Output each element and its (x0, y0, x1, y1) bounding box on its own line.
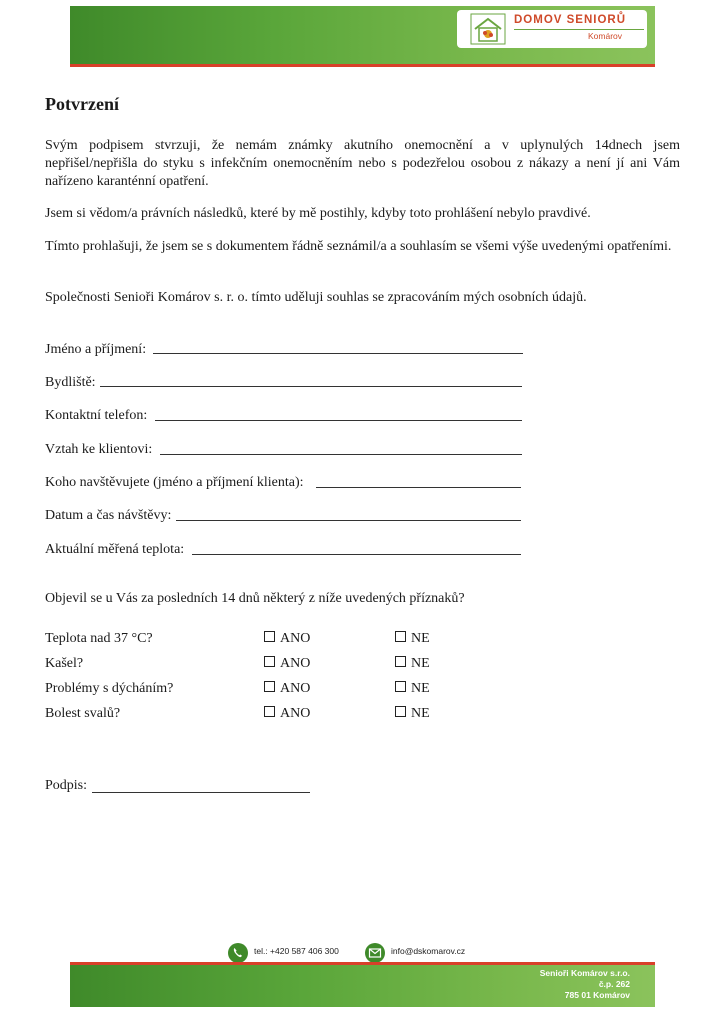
option-no[interactable] (395, 656, 430, 672)
option-no[interactable] (395, 681, 430, 697)
field-label-visit-datetime: Datum a čas návštěvy: (45, 508, 172, 523)
option-yes-label: ANO (280, 631, 311, 646)
field-line-relationship[interactable] (160, 454, 522, 455)
footer-street: č.p. 262 (598, 979, 630, 989)
symptom-label: Bolest svalů? (45, 706, 121, 721)
field-line-address[interactable] (100, 386, 522, 387)
footer-email: info@dskomarov.cz (391, 946, 466, 956)
footer-city: 785 01 Komárov (564, 990, 630, 1000)
checkbox-icon[interactable] (264, 631, 275, 642)
checkbox-icon[interactable] (264, 656, 275, 667)
option-yes-label: ANO (280, 706, 311, 721)
checkbox-icon[interactable] (395, 681, 406, 692)
symptom-row (45, 631, 475, 649)
option-no-label: NE (411, 681, 430, 696)
symptom-label: Kašel? (45, 656, 84, 671)
checkbox-icon[interactable] (395, 656, 406, 667)
phone-icon (228, 943, 248, 963)
symptom-row (45, 706, 475, 724)
field-label-phone: Kontaktní telefon: (45, 408, 148, 423)
footer-company: Senioři Komárov s.r.o. (539, 968, 630, 978)
field-line-phone[interactable] (155, 420, 522, 421)
option-no-label: NE (411, 706, 430, 721)
option-yes-label: ANO (280, 681, 311, 696)
option-yes[interactable] (264, 706, 310, 722)
house-logo-icon (470, 13, 506, 45)
field-line-name[interactable] (153, 353, 523, 354)
checkbox-icon[interactable] (264, 706, 275, 717)
paragraph-consequences: Jsem si vědom/a právních následků, které by mě postihly, kdyby toto prohlášení nebylo pravdivé. (45, 206, 591, 221)
option-no[interactable] (395, 631, 430, 647)
option-no-label: NE (411, 656, 430, 671)
mail-icon (365, 943, 385, 963)
paragraph-declaration: Svým podpisem stvrzuji, že nemám známky akutního onemocnění a v uplynulých 14dnech jsem nepřišel/nepřišla do styku s infekčním onemocněním nebo s podezřelou osobou z nákazy a není jí ani Vám nařízeno karanténní opatření. (45, 138, 680, 189)
field-label-address: Bydliště: (45, 375, 96, 390)
signature-label: Podpis: (45, 778, 88, 793)
symptom-label: Teplota nad 37 °C? (45, 631, 153, 646)
option-yes[interactable] (264, 656, 310, 672)
field-line-temperature[interactable] (192, 554, 521, 555)
field-label-visited-client: Koho navštěvujete (jméno a příjmení klienta): (45, 475, 304, 490)
field-line-visit-datetime[interactable] (176, 520, 521, 521)
checkbox-icon[interactable] (264, 681, 275, 692)
option-no-label: NE (411, 631, 430, 646)
footer-address (540, 968, 630, 1001)
symptom-row (45, 656, 475, 674)
option-yes-label: ANO (280, 656, 311, 671)
signature-line[interactable] (92, 792, 310, 793)
option-yes[interactable] (264, 631, 310, 647)
field-label-relationship: Vztah ke klientovi: (45, 442, 153, 457)
symptom-label: Problémy s dýcháním? (45, 681, 174, 696)
logo-divider (514, 29, 644, 30)
footer-phone: tel.: +420 587 406 300 (254, 946, 339, 956)
option-yes[interactable] (264, 681, 310, 697)
paragraph-agreement: Tímto prohlašuji, že jsem se s dokumentem řádně seznámil/a a souhlasím se všemi výše uvedenými opatřeními. (45, 239, 672, 254)
field-label-name: Jméno a příjmení: (45, 342, 147, 357)
option-no[interactable] (395, 706, 430, 722)
checkbox-icon[interactable] (395, 631, 406, 642)
checkbox-icon[interactable] (395, 706, 406, 717)
field-line-visited-client[interactable] (316, 487, 521, 488)
page-title: Potvrzení (45, 94, 119, 114)
logo-subtitle: Komárov (588, 31, 623, 41)
logo-title: DOMOV SENIORŮ (514, 14, 627, 26)
paragraph-gdpr-consent: Společnosti Senioři Komárov s. r. o. tímto uděluji souhlas se zpracováním mých osobních údajů. (45, 290, 587, 305)
symptoms-question: Objevil se u Vás za posledních 14 dnů některý z níže uvedených příznaků? (45, 591, 465, 606)
field-label-temperature: Aktuální měřená teplota: (45, 542, 185, 557)
symptom-row (45, 681, 475, 699)
